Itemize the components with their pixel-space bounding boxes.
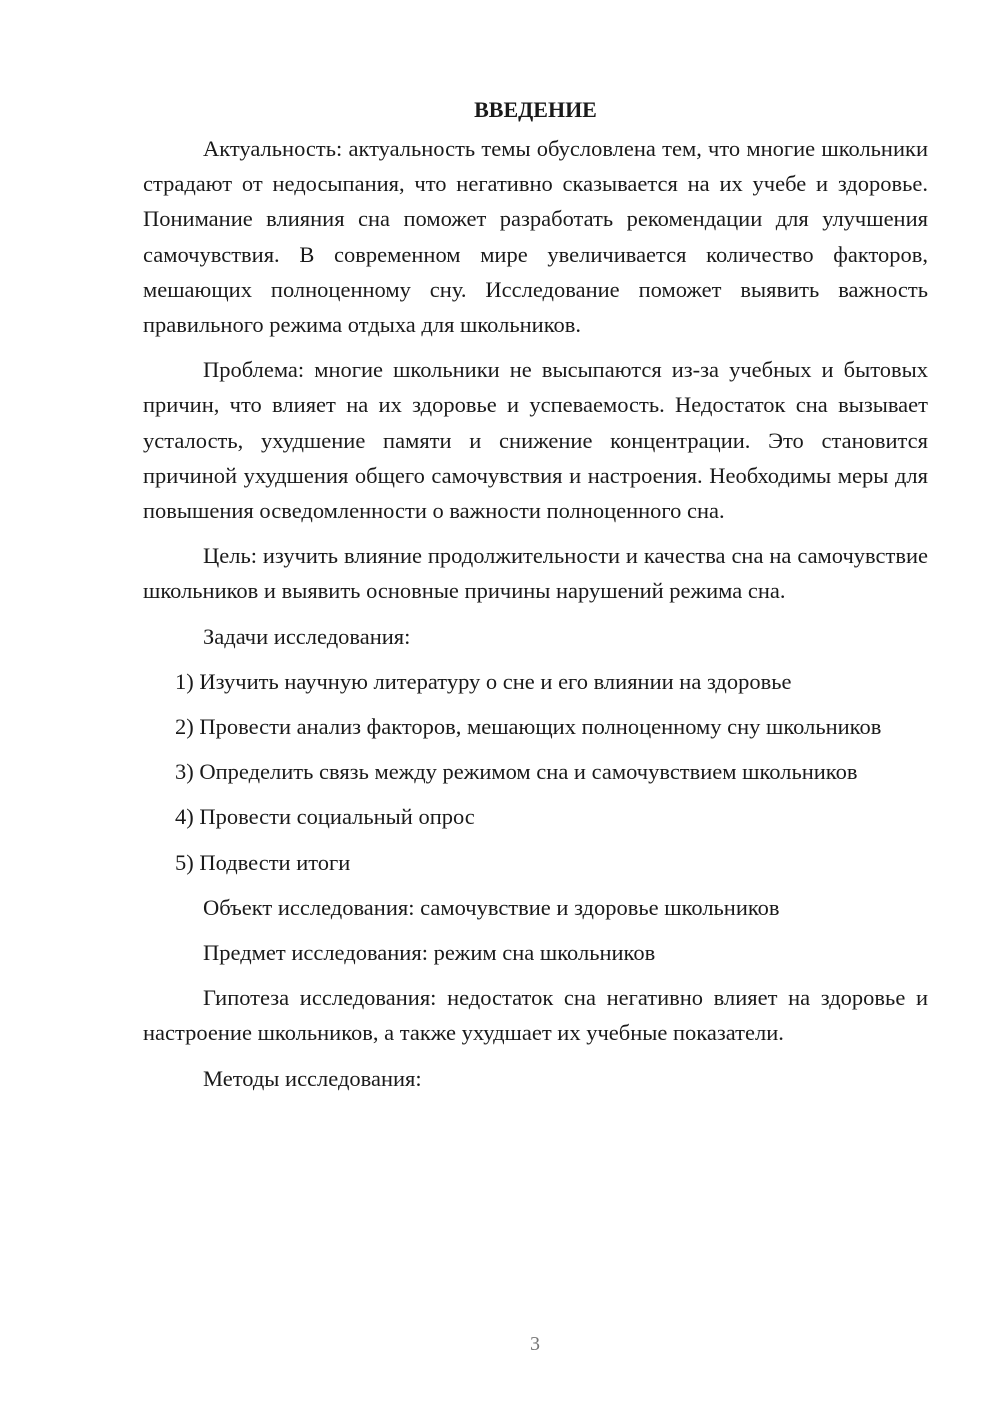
hypothesis-paragraph: Гипотеза исследования: недостаток сна негативно влияет на здоровье и настроение школьников, а также ухудшает их учебные показатели. [143,985,928,1046]
relevance-paragraph: Актуальность: актуальность темы обусловлена тем, что многие школьники страдают от недосыпания, что негативно сказывается на их учебе и здоровье. Понимание влияния сна поможет разработать рекомендации для улучшения самочувствия. В современном мире увеличивается количество факторов, мешающих полноценному сну. Исследование поможет выявить важность правильного режима отдыха для школьников. [143,136,928,338]
page-title: ВВЕДЕНИЕ [474,97,597,122]
page-number: 3 [530,1333,540,1355]
tasks-title: Задачи исследования: [203,623,411,649]
methods-title: Методы исследования: [203,1065,422,1091]
task-item-5: 5) Подвести итоги [175,849,351,875]
task-item-2: 2) Провести анализ факторов, мешающих полноценному сну школьников [175,714,882,740]
goal-paragraph: Цель: изучить влияние продолжительности и качества сна на самочувствие школьников и выявить основные причины нарушений режима сна. [143,543,928,604]
task-item-3: 3) Определить связь между режимом сна и самочувствием школьников [175,759,858,785]
task-item-4: 4) Провести социальный опрос [175,804,475,830]
subject-paragraph: Предмет исследования: режим сна школьников [203,940,656,966]
document-page [143,95,928,1096]
task-item-1: 1) Изучить научную литературу о сне и его влиянии на здоровье [175,668,792,694]
problem-paragraph: Проблема: многие школьники не высыпаются из-за учебных и бытовых причин, что влияет на их здоровье и успеваемость. Недостаток сна вызывает усталость, ухудшение памяти и снижение концентрации. Это становится причиной ухудшения общего самочувствия и настроения. Необходимы меры для повышения осведомленности о важности полноценного сна. [143,357,928,524]
object-paragraph: Объект исследования: самочувствие и здоровье школьников [203,894,780,920]
